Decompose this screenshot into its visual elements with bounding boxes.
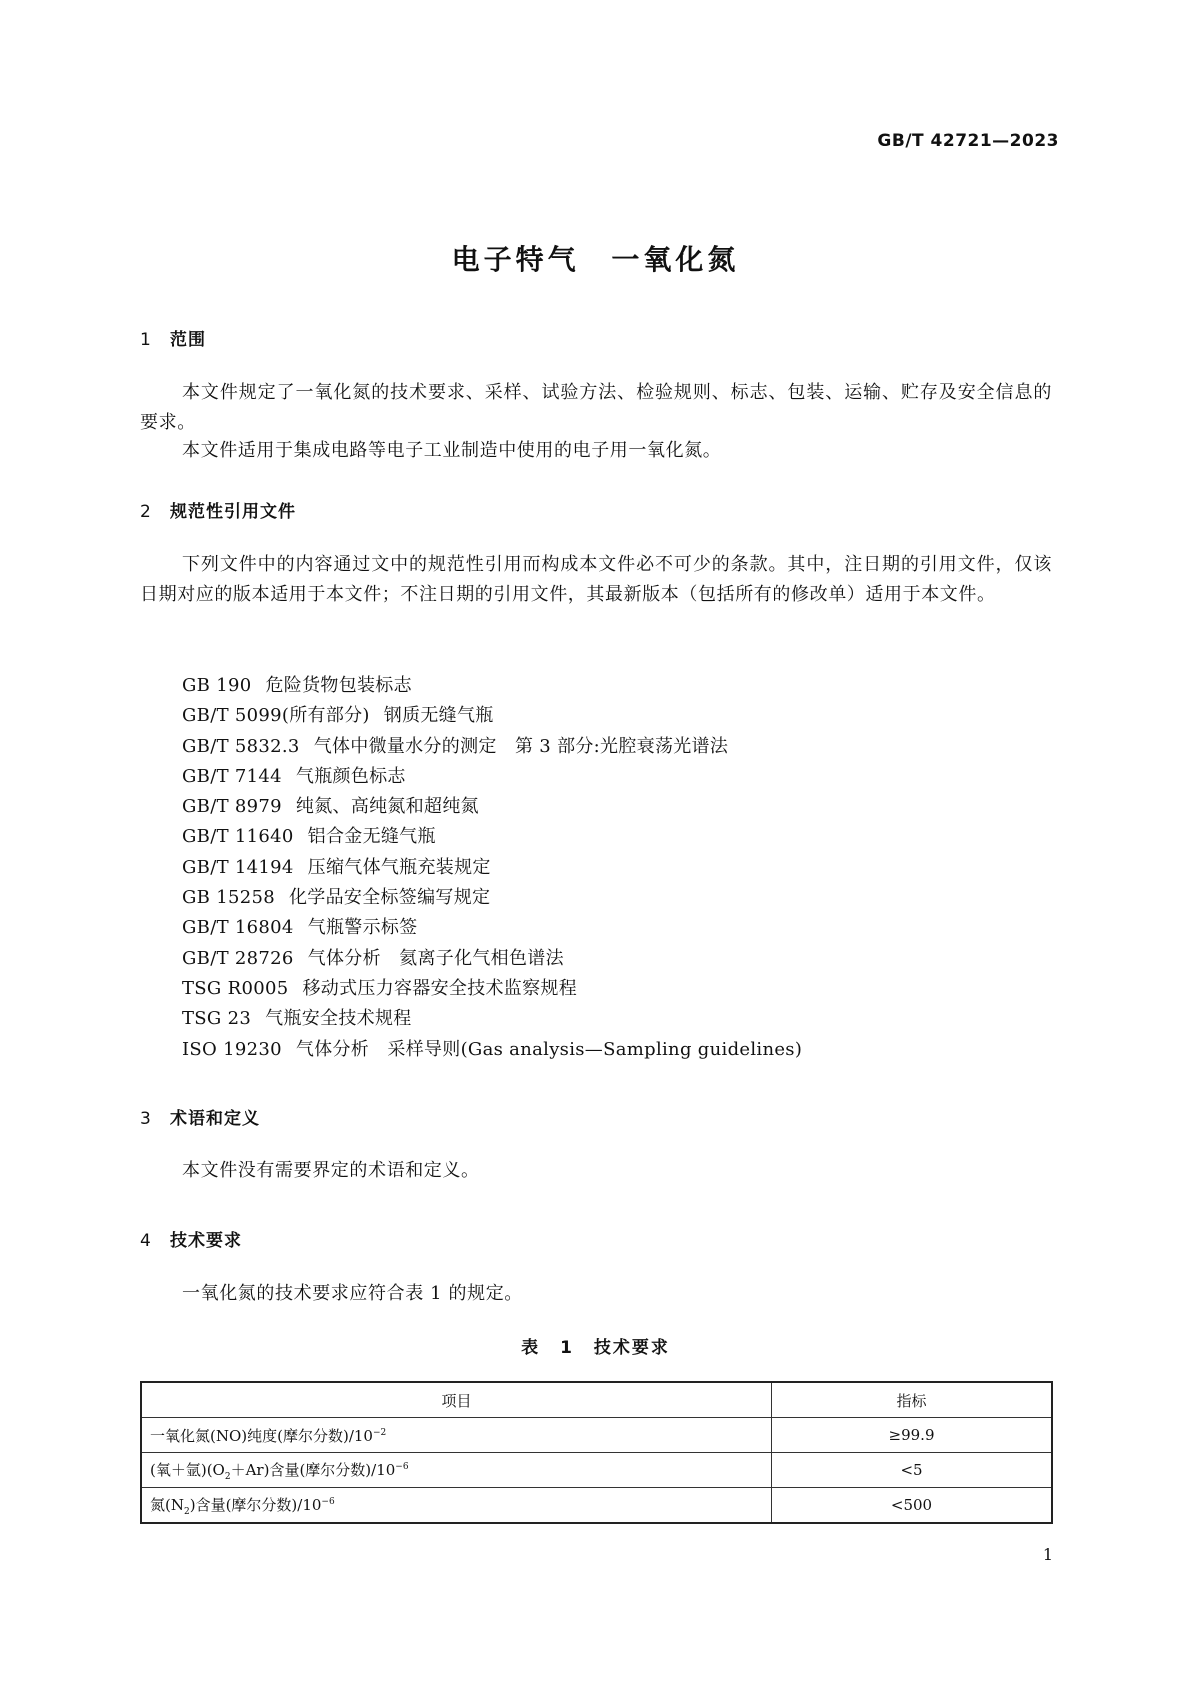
reference-item	[182, 1004, 802, 1034]
table-caption: 表 1 技术要求	[521, 1338, 670, 1358]
table-cell-item	[141, 1453, 772, 1488]
reference-name: 铝合金无缝气瓶	[307, 826, 436, 848]
reference-code: GB 15258	[182, 887, 275, 909]
section-title: 技术要求	[170, 1231, 242, 1251]
exponent: −6	[395, 1461, 409, 1472]
item-text: ＋Ar)含量(摩尔分数)/10	[230, 1460, 396, 1479]
reference-name: 气瓶警示标签	[307, 917, 418, 939]
reference-code: GB/T 14194	[182, 856, 294, 878]
section-heading-technical-requirements	[140, 1226, 242, 1251]
reference-code: GB 190	[182, 675, 252, 696]
table-cell-item	[141, 1488, 772, 1524]
section-title: 规范性引用文件	[170, 502, 296, 522]
reference-item	[182, 701, 802, 731]
table-row	[141, 1488, 1052, 1524]
section-heading-scope	[140, 325, 206, 350]
paragraph: 本文件规定了一氧化氮的技术要求、采样、试验方法、检验规则、标志、包装、运输、贮存及安全信息的要求。	[140, 382, 1052, 433]
reference-name: 气瓶颜色标志	[295, 765, 406, 787]
table-cell-value: <5	[772, 1453, 1053, 1488]
section-heading-normative-references	[140, 497, 296, 522]
reference-name: 危险货物包装标志	[265, 675, 412, 696]
reference-code: GB/T 28726	[182, 947, 294, 969]
table-cell-value: <500	[772, 1488, 1053, 1524]
table-header-row	[141, 1382, 1052, 1418]
reference-item	[182, 913, 802, 943]
reference-item	[182, 762, 802, 792]
reference-list	[182, 671, 802, 1065]
paragraph: 一氧化氮的技术要求应符合表 1 的规定。	[182, 1283, 523, 1304]
reference-item	[182, 853, 802, 883]
reference-name: 化学品安全标签编写规定	[289, 887, 491, 909]
item-text: 一氧化氮(NO)纯度(摩尔分数)/10	[150, 1426, 373, 1445]
section-heading-terms	[140, 1104, 260, 1129]
reference-code: GB/T 16804	[182, 917, 294, 939]
item-text: (氧＋氩)(O	[150, 1460, 225, 1479]
column-header-value: 指标	[772, 1382, 1053, 1418]
document-title: 电子特气 一氧化氮	[451, 243, 740, 276]
reference-name: 纯氮、高纯氮和超纯氮	[295, 796, 479, 818]
reference-code: ISO 19230	[182, 1038, 282, 1060]
reference-name: 气体分析 氦离子化气相色谱法	[307, 947, 564, 969]
item-text: 氮(N	[150, 1495, 184, 1514]
reference-name: 钢质无缝气瓶	[383, 705, 494, 727]
table-row	[141, 1453, 1052, 1488]
section-number: 2	[140, 502, 152, 522]
reference-name: 压缩气体气瓶充装规定	[307, 856, 491, 878]
technical-requirements-table	[140, 1381, 1053, 1524]
section-title: 术语和定义	[170, 1109, 260, 1129]
reference-code: GB/T 7144	[182, 765, 282, 787]
reference-name: 气体中微量水分的测定 第 3 部分:光腔衰荡光谱法	[313, 735, 729, 757]
reference-code: GB/T 5099(所有部分)	[182, 705, 370, 727]
reference-item	[182, 883, 802, 913]
reference-code: GB/T 5832.3	[182, 735, 300, 757]
reference-name: 移动式压力容器安全技术监察规程	[302, 977, 577, 999]
section-number: 3	[140, 1109, 152, 1129]
reference-code: GB/T 11640	[182, 826, 294, 848]
item-text: )含量(摩尔分数)/10	[189, 1495, 322, 1514]
section-number: 4	[140, 1231, 152, 1251]
reference-code: TSG 23	[182, 1008, 252, 1030]
subscript: 2	[224, 1471, 231, 1482]
reference-item	[182, 671, 802, 701]
exponent: −2	[372, 1427, 387, 1438]
reference-item	[182, 1035, 802, 1065]
table-cell-value: ≥99.9	[772, 1418, 1053, 1453]
section-title: 范围	[170, 330, 206, 350]
reference-item	[182, 732, 802, 762]
section-number: 1	[140, 330, 152, 350]
reference-code: TSG R0005	[182, 977, 289, 999]
reference-item	[182, 944, 802, 974]
page-number: 1	[1042, 1545, 1053, 1564]
reference-name: 气瓶安全技术规程	[265, 1008, 412, 1030]
reference-item	[182, 974, 802, 1004]
table-cell-item	[141, 1418, 772, 1453]
subscript: 2	[183, 1506, 190, 1517]
table-row	[141, 1418, 1052, 1453]
paragraph: 下列文件中的内容通过文中的规范性引用而构成本文件必不可少的条款。其中，注日期的引用文件，仅该日期对应的版本适用于本文件；不注日期的引用文件，其最新版本（包括所有的修改单）适用于本文件。	[140, 554, 1052, 605]
paragraph: 本文件没有需要界定的术语和定义。	[182, 1160, 480, 1181]
paragraph: 本文件适用于集成电路等电子工业制造中使用的电子用一氧化氮。	[182, 440, 722, 461]
reference-code: GB/T 8979	[182, 796, 282, 818]
reference-name: 气体分析 采样导则(Gas analysis—Sampling guidelines)	[295, 1038, 803, 1060]
reference-item	[182, 792, 802, 822]
reference-item	[182, 822, 802, 852]
standard-code: GB/T 42721—2023	[877, 131, 1059, 151]
column-header-item: 项目	[141, 1382, 772, 1418]
exponent: −6	[321, 1496, 335, 1507]
